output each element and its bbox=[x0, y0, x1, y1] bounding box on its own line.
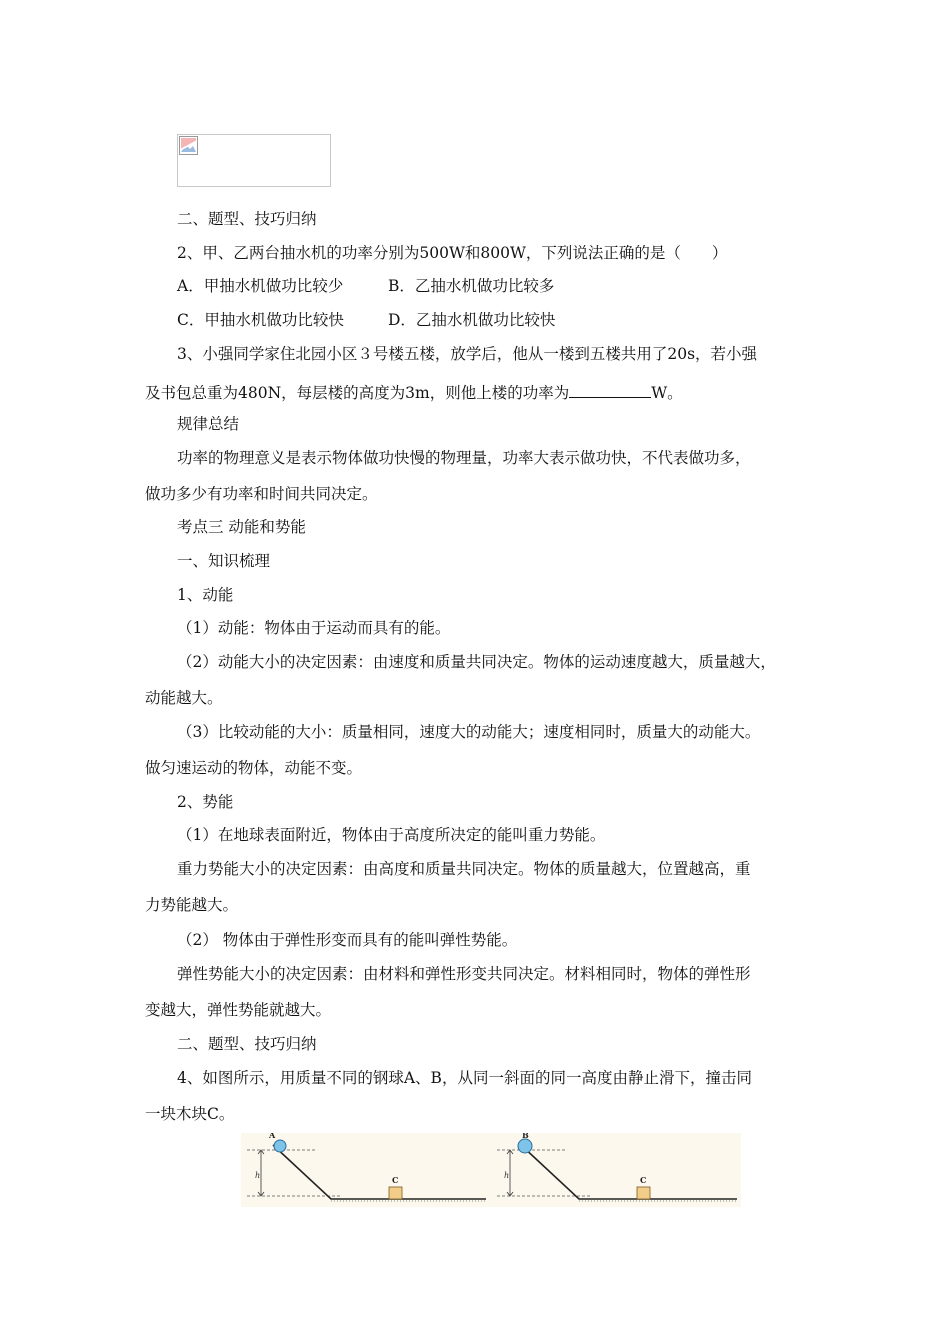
section-heading-2: 二、题型、技巧归纳 bbox=[177, 1035, 317, 1053]
height-label-right: h bbox=[504, 1171, 510, 1180]
knowledge-heading: 一、知识梳理 bbox=[177, 552, 271, 570]
elastic-potential-def: （2） 物体由于弹性形变而具有的能叫弹性势能。 bbox=[177, 931, 518, 949]
kinetic-factors: （2）动能大小的决定因素：由速度和质量共同决定。物体的运动速度越大，质量越大， bbox=[177, 653, 776, 671]
broken-image-icon bbox=[179, 136, 198, 155]
ball-label-b: B bbox=[522, 1133, 529, 1140]
kinetic-factors-cont: 动能越大。 bbox=[145, 689, 223, 707]
answer-blank bbox=[569, 382, 651, 398]
kinetic-compare-cont: 做匀速运动的物体，动能不变。 bbox=[145, 759, 363, 777]
option-c: C．甲抽水机做功比较快 bbox=[177, 311, 344, 329]
option-b: B．乙抽水机做功比较多 bbox=[388, 277, 555, 295]
block-c-right bbox=[637, 1187, 650, 1199]
broken-image-placeholder bbox=[177, 134, 331, 187]
gravity-potential-factors: 重力势能大小的决定因素：由高度和质量共同决定。物体的质量越大，位置越高，重 bbox=[177, 860, 751, 878]
ball-b bbox=[518, 1139, 532, 1153]
unit-label: W。 bbox=[651, 384, 683, 402]
question-2: 2、甲、乙两台抽水机的功率分别为500W和800W，下列说法正确的是（ ） bbox=[177, 244, 728, 262]
summary-text-cont: 做功多少有功率和时间共同决定。 bbox=[145, 485, 378, 503]
elastic-potential-cont: 变越大，弹性势能就越大。 bbox=[145, 1001, 332, 1019]
gravity-potential-cont: 力势能越大。 bbox=[145, 896, 239, 914]
summary-heading: 规律总结 bbox=[177, 415, 240, 433]
question-3-cont bbox=[145, 382, 683, 403]
block-label-left: C bbox=[392, 1175, 399, 1185]
section-heading: 二、题型、技巧归纳 bbox=[177, 210, 317, 228]
kinetic-def: （1）动能：物体由于运动而具有的能。 bbox=[177, 619, 451, 637]
kinetic-compare: （3）比较动能的大小：质量相同，速度大的动能大；速度相同时，质量大的动能大。 bbox=[177, 723, 761, 741]
question-3-text: 及书包总重为480N，每层楼的高度为3m，则他上楼的功率为 bbox=[145, 384, 570, 402]
block-label-right: C bbox=[640, 1175, 647, 1185]
kinetic-heading: 1、动能 bbox=[177, 586, 234, 604]
gravity-potential-def: （1）在地球表面附近，物体由于高度所决定的能叫重力势能。 bbox=[177, 826, 606, 844]
potential-heading: 2、势能 bbox=[177, 793, 234, 811]
question-4-cont: 一块木块C。 bbox=[145, 1105, 235, 1123]
block-c-left bbox=[389, 1187, 402, 1199]
summary-text: 功率的物理意义是表示物体做功快慢的物理量，功率大表示做功快，不代表做功多， bbox=[177, 449, 751, 467]
question-4: 4、如图所示，用质量不同的钢球A、B，从同一斜面的同一高度由静止滑下，撞击同 bbox=[177, 1069, 752, 1087]
ball-a bbox=[274, 1140, 286, 1152]
incline-experiment-figure bbox=[241, 1133, 741, 1207]
option-a: A．甲抽水机做功比较少 bbox=[177, 277, 344, 295]
height-label-left: h bbox=[255, 1171, 261, 1180]
option-d: D．乙抽水机做功比较快 bbox=[388, 311, 556, 329]
topic-heading: 考点三 动能和势能 bbox=[177, 518, 306, 536]
elastic-potential-factors: 弹性势能大小的决定因素：由材料和弹性形变共同决定。材料相同时，物体的弹性形 bbox=[177, 965, 751, 983]
question-3: 3、小强同学家住北园小区３号楼五楼，放学后，他从一楼到五楼共用了20s，若小强 bbox=[177, 345, 758, 363]
ball-label-a: A bbox=[269, 1133, 276, 1140]
